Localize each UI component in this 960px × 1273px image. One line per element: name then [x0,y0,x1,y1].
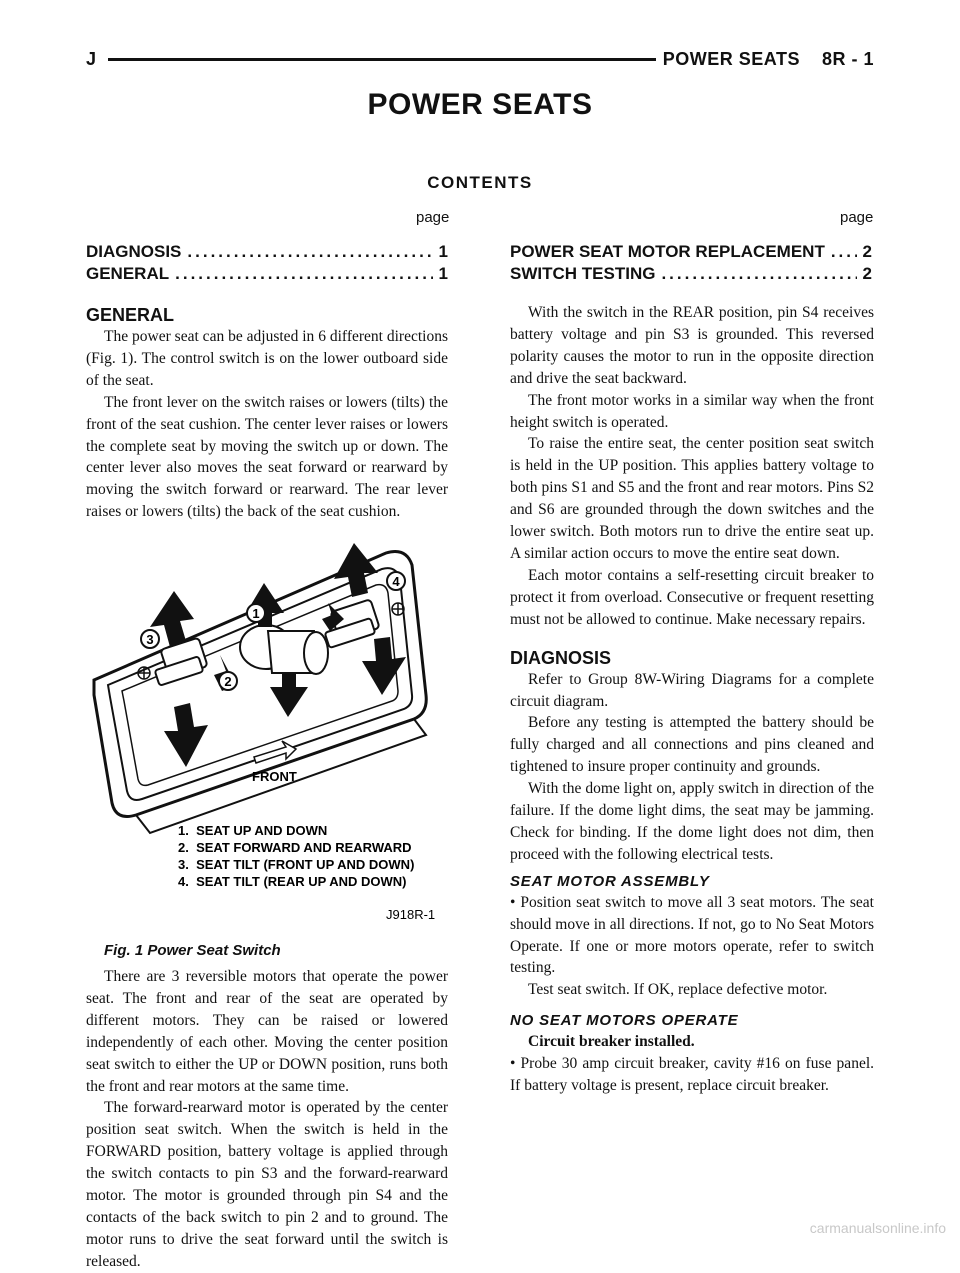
diagnosis-heading: DIAGNOSIS [510,647,612,668]
toc-leader [175,263,432,285]
right-column [510,302,874,1097]
seat-motor-heading: SEAT MOTOR ASSEMBLY [510,872,710,890]
legend-item: 3. SEAT TILT (FRONT UP AND DOWN) [178,857,415,872]
toc-entry-page: 2 [862,264,872,283]
diagnosis-paragraph: Before any testing is attempted the battery should be fully charged and all connections and pins cleaned and tightened to insure proper continuity and grounds. [510,714,874,776]
general-paragraph: The front motor works in a similar way when the front height switch is operated. [510,391,874,431]
legend-item: 2. SEAT FORWARD AND REARWARD [178,840,412,855]
toc-leader [187,241,432,263]
toc-leader [661,263,856,285]
toc-page-label-left: page [416,209,450,226]
page-title: POWER SEATS [367,88,593,121]
center-knob [240,625,328,674]
figure-code: J918R-1 [386,907,436,922]
figure-legend [178,823,414,889]
general-paragraph: With the switch in the REAR position, pin S4 receives battery voltage and pin S3 is grounded. This reversed polarity causes the motor to run in the opposite direction and drive the seat backward. [510,304,874,387]
page-header [86,44,874,74]
callout-4: 4 [392,574,400,589]
general-paragraph: The power seat can be adjusted in 6 different directions (Fig. 1). The control switch is on the lower outboard side of the seat. [86,328,448,389]
callout-3: 3 [146,632,154,647]
header-rule [108,58,656,61]
bullet-icon: • [510,1055,516,1073]
toc-right [510,241,872,285]
no-motors-bullet: • Probe 30 amp circuit breaker, cavity #16 on fuse panel. If battery voltage is present, replace circuit breaker. [510,1055,875,1095]
toc-entry-page: 2 [862,242,872,261]
toc-entry-page: 1 [438,264,448,283]
general-paragraph: There are 3 reversible motors that operate the power seat. The front and rear of the seat are operated by different motors. They can be raised or lowered independently of each other. Moving the center position seat switch to either the UP or DOWN position, runs both the front and rear motors at the same time. [86,968,448,1095]
toc-page-label-right: page [840,209,874,226]
legend-item: 4. SEAT TILT (REAR UP AND DOWN) [178,874,407,889]
toc-entry-label: DIAGNOSIS [86,242,182,261]
contents-heading: CONTENTS [427,173,533,192]
seat-motor-bullet: • Position seat switch to move all 3 seat motors. The seat should move in all directions. If not, go to No Seat Motors Operate. If one or more motors operate, refer to switch testing. [510,893,874,977]
toc-entry-label: SWITCH TESTING [510,264,656,283]
header-page-ref: POWER SEATS 8R - 1 [662,49,874,69]
legend-item: 1. SEAT UP AND DOWN [178,823,328,838]
header-section-letter: J [86,49,97,69]
callout-1: 1 [252,606,260,621]
front-label: FRONT [252,769,297,784]
general-paragraph: To raise the entire seat, the center position seat switch is held in the UP position. This applies battery voltage to both pins S1 and S5 and the front and rear motors. Pins S2 and S6 are grounded through the down switches and the lower switch. Both motors run to drive the entire seat up. A similar action occurs to move the entire seat down. [510,435,874,562]
toc-entry-label: GENERAL [86,264,170,283]
toc-entry[interactable] [86,263,448,285]
toc-entry[interactable] [510,241,872,263]
diagnosis-paragraph: With the dome light on, apply switch in direction of the failure. If the dome light dims, the seat may be jamming. Check for binding. If the dome light does not dim, then proceed with the following electrical tests. [510,780,874,863]
toc-entry-page: 1 [438,242,448,261]
bullet-icon: • [510,893,516,911]
left-column-bottom [86,966,448,1273]
power-seat-switch-figure [86,535,448,935]
left-column-top [86,304,448,523]
general-paragraph: Each motor contains a self-resetting circuit breaker to protect it from overload. Consecutive or frequent resetting must not be allowed to continue. Make necessary repairs. [510,566,874,628]
toc-entry[interactable] [510,263,872,285]
toc-entry[interactable] [86,241,448,263]
callout-2: 2 [224,674,232,689]
toc-leader [831,241,857,263]
general-paragraph: The forward-rearward motor is operated by the center position seat switch. When the switch is held in the FORWARD position, battery voltage is applied through the switch contacts to pin S3 and the forward-rearward motor. The motor is grounded through pin S4 and the contacts of the back switch to pin 2 and to ground. The motor runs to drive the seat forward until the switch is released. [86,1099,448,1270]
no-motors-subheading: Circuit breaker installed. [528,1033,695,1051]
general-heading: GENERAL [86,305,175,325]
diagnosis-paragraph: Refer to Group 8W-Wiring Diagrams for a complete circuit diagram. [510,670,874,710]
toc-entry-label: POWER SEAT MOTOR REPLACEMENT [510,242,825,261]
toc-left [86,241,448,285]
general-paragraph: The front lever on the switch raises or lowers (tilts) the front of the seat cushion. The center lever raises or lowers the complete seat by moving the switch up or down. The center lever also moves the seat forward or rearward by moving the switch forward or rearward. The rear lever raises or lowers (tilts) the back of the seat cushion. [86,393,448,521]
seat-motor-paragraph: Test seat switch. If OK, replace defective motor. [528,981,828,999]
figure-caption: Fig. 1 Power Seat Switch [104,942,281,959]
no-motors-heading: NO SEAT MOTORS OPERATE [510,1012,739,1030]
watermark: carmanualsonline.info [809,1220,946,1236]
